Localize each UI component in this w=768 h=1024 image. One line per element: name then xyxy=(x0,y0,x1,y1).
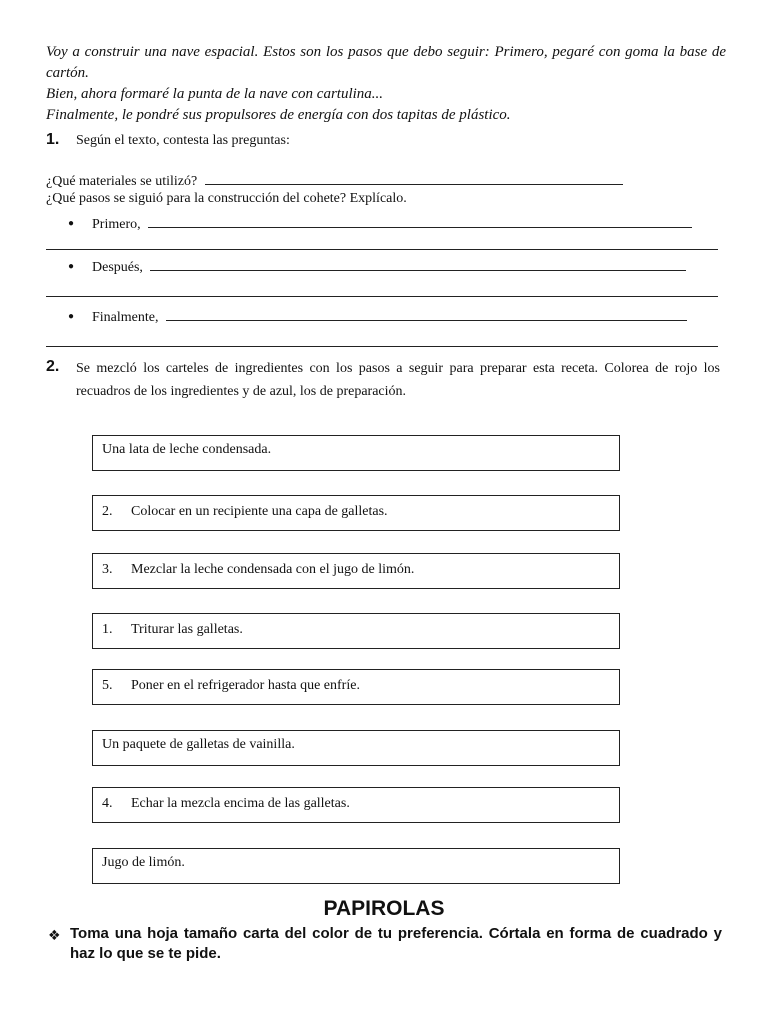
intro-text xyxy=(46,42,726,126)
instruction-text: Toma una hoja tamaño carta del color de tu preferencia. Córtala en forma de cuadrado y haz lo que se te pide. xyxy=(70,925,722,962)
card-text: Jugo de limón. xyxy=(102,855,185,870)
recipe-card[interactable] xyxy=(92,495,620,531)
finally-answer-line[interactable] xyxy=(166,306,687,321)
bullet-dot-icon: ● xyxy=(68,218,75,229)
recipe-card[interactable] xyxy=(92,435,620,471)
card-text: Echar la mezcla encima de las galletas. xyxy=(131,796,350,811)
materials-answer-line[interactable] xyxy=(205,170,623,185)
first-answer-line[interactable] xyxy=(148,213,692,228)
recipe-card[interactable] xyxy=(92,848,620,884)
intro-line-3: Finalmente, le pondré sus propulsores de energía con dos tapitas de plástico. xyxy=(46,107,511,123)
bullet-then-label: Después, xyxy=(92,260,143,275)
section-heading: PAPIROLAS xyxy=(323,897,445,920)
question-1-text: Según el texto, contesta las preguntas: xyxy=(76,133,290,148)
answer-rule[interactable] xyxy=(46,249,718,250)
bullet-first xyxy=(68,213,692,233)
bullet-first-label: Primero, xyxy=(92,217,141,232)
card-text: Una lata de leche condensada. xyxy=(102,442,272,457)
question-1-number: 1. xyxy=(46,131,60,148)
card-step-number: 4. xyxy=(102,796,113,811)
diamond-bullet-icon: ❖ xyxy=(48,927,61,943)
card-text: Poner en el refrigerador hasta que enfríe. xyxy=(131,678,360,693)
intro-line-1: Voy a construir una nave espacial. Estos son los pasos que debo seguir: Primero, pegaré con goma la base de cartón. xyxy=(46,44,726,81)
recipe-card[interactable] xyxy=(92,613,620,649)
card-step-number: 2. xyxy=(102,504,113,519)
recipe-card[interactable] xyxy=(92,669,620,705)
bullet-then xyxy=(68,256,686,276)
card-step-number: 1. xyxy=(102,622,113,637)
card-step-number: 3. xyxy=(102,562,113,577)
bullet-dot-icon: ● xyxy=(68,311,75,322)
bullet-finally-label: Finalmente, xyxy=(92,310,159,325)
card-step-number: 5. xyxy=(102,678,113,693)
question-2-text: Se mezcló los carteles de ingredientes con los pasos a seguir para preparar esta receta. Colorea de rojo los recuadros de los ingredientes y de azul, los de preparación. xyxy=(76,361,720,399)
then-answer-line[interactable] xyxy=(150,256,686,271)
recipe-card[interactable] xyxy=(92,787,620,823)
card-text: Un paquete de galletas de vainilla. xyxy=(102,737,295,752)
bullet-dot-icon: ● xyxy=(68,261,75,272)
card-text: Colocar en un recipiente una capa de galletas. xyxy=(131,504,388,519)
card-text: Mezclar la leche condensada con el jugo de limón. xyxy=(131,562,415,577)
steps-question: ¿Qué pasos se siguió para la construcción del cohete? Explícalo. xyxy=(46,191,407,206)
intro-line-2: Bien, ahora formaré la punta de la nave con cartulina... xyxy=(46,86,384,102)
section-instruction xyxy=(46,924,722,964)
recipe-card[interactable] xyxy=(92,730,620,766)
question-2-number: 2. xyxy=(46,358,60,375)
materials-question xyxy=(46,170,623,190)
card-text: Triturar las galletas. xyxy=(131,622,243,637)
bullet-finally xyxy=(68,306,687,326)
recipe-card[interactable] xyxy=(92,553,620,589)
answer-rule[interactable] xyxy=(46,296,718,297)
answer-rule[interactable] xyxy=(46,346,718,347)
materials-prompt: ¿Qué materiales se utilizó? xyxy=(46,174,198,189)
